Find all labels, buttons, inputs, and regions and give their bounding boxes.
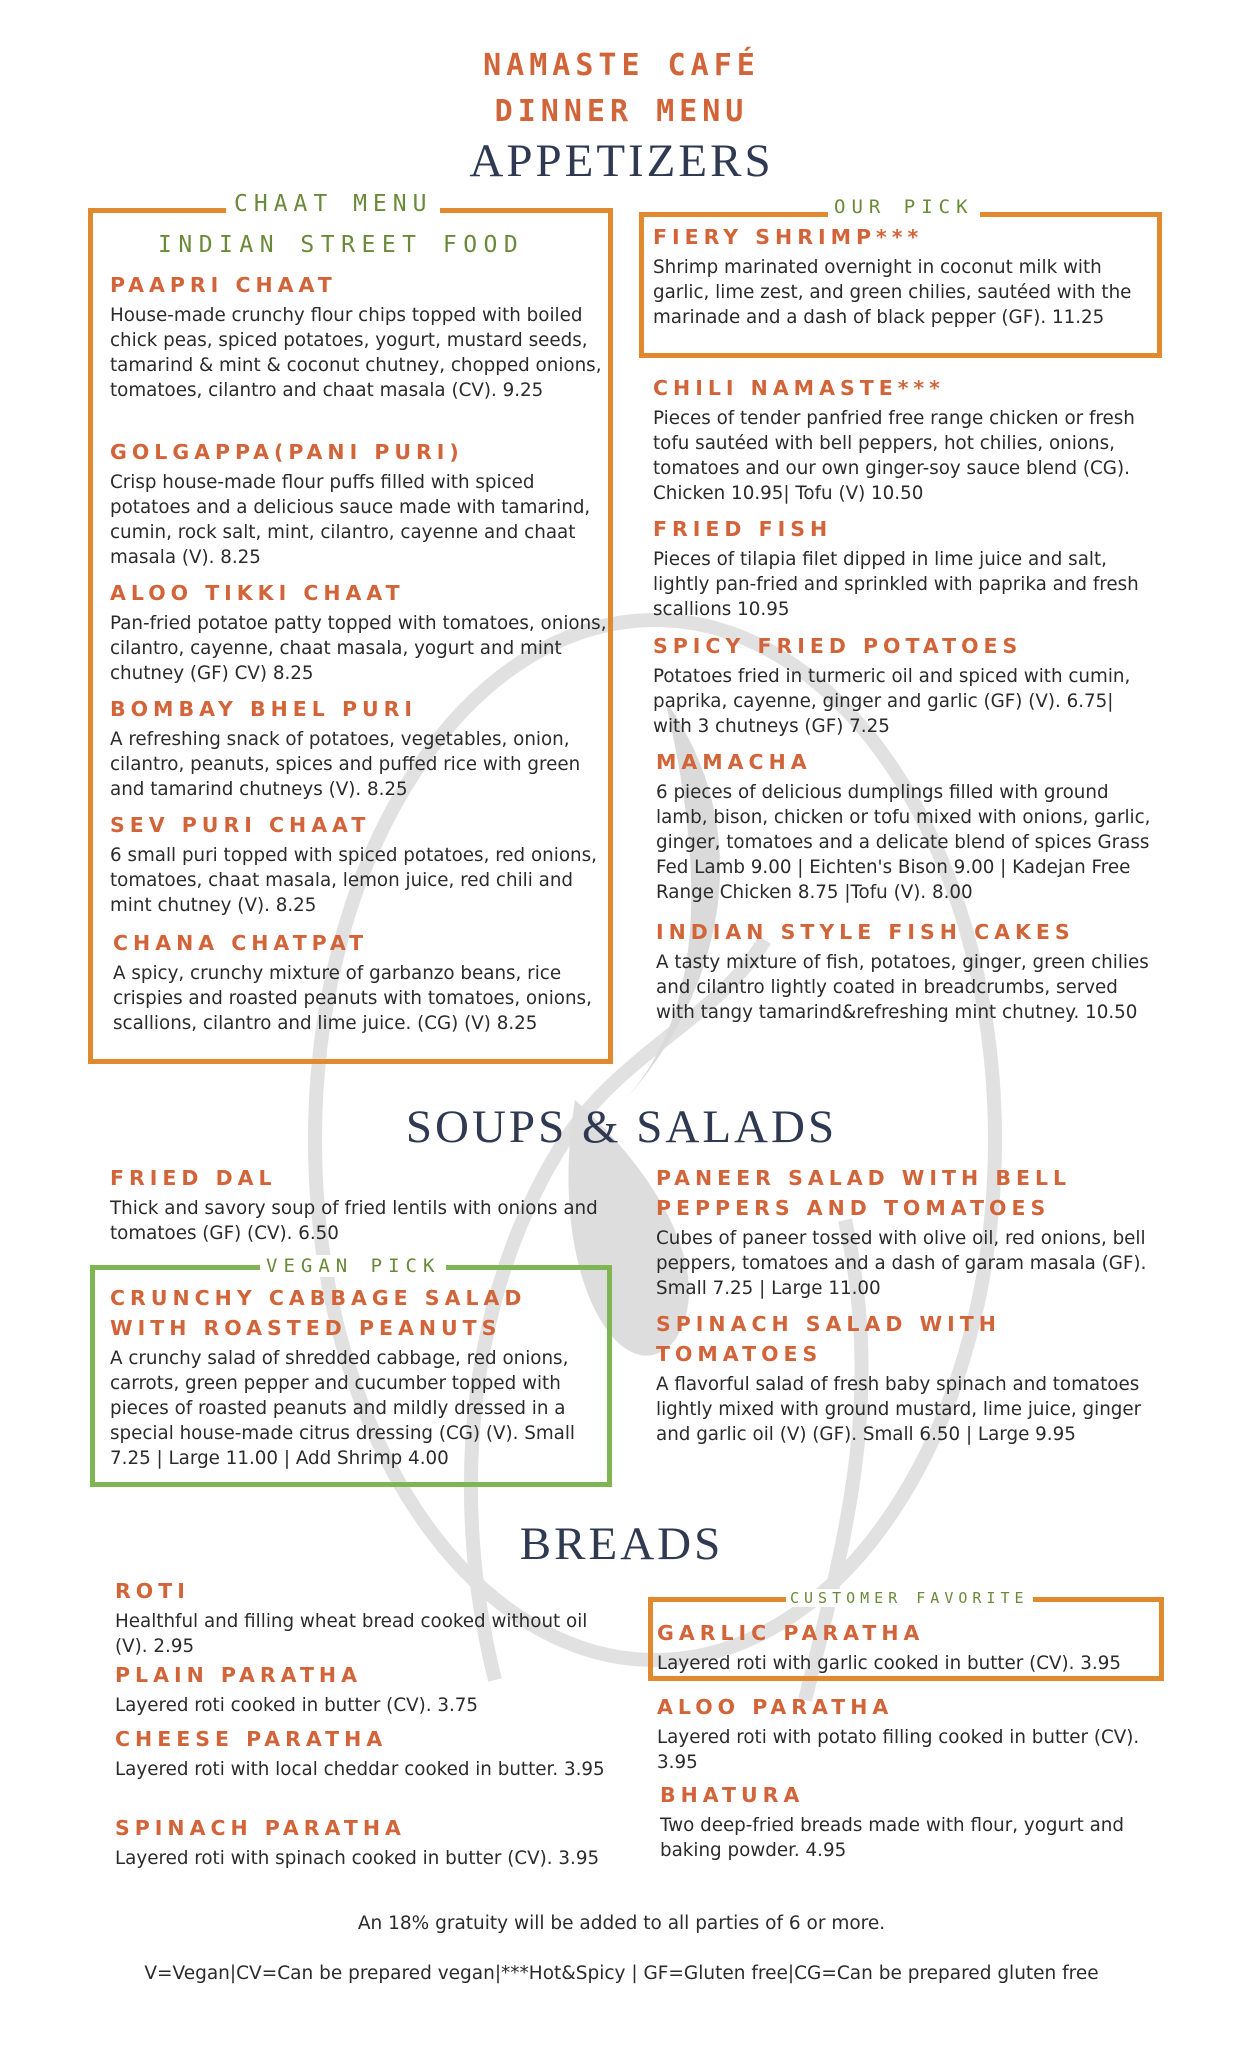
menu-item-golgappa (110, 437, 608, 570)
item-desc: Pieces of tilapia filet dipped in lime juice and salt, lightly pan-fried and sprinkled with paprika and fresh scallions 10.95 (653, 549, 1139, 620)
menu-item-paapri-chaat (110, 270, 608, 403)
vegan-pick-label: VEGAN PICK (260, 1255, 446, 1277)
item-desc: A refreshing snack of potatoes, vegetables, onion, cilantro, peanuts, spices and puffed rice with green and tamarind chutneys (V). 8.25 (110, 729, 581, 800)
item-desc: Pieces of tender panfried free range chicken or fresh tofu sautéed with bell peppers, hot chilies, onions, tomatoes and our own ginger-soy sauce blend (CG). Chicken 10.95| Tofu (V) 10.50 (653, 408, 1135, 504)
item-desc: House-made crunchy flour chips topped with boiled chick peas, spiced potatoes, yogurt, mustard seeds, tamarind & mint & coconut chutney, chopped onions, tomatoes, cilantro and chaat masala (CV). 9.25 (110, 305, 602, 401)
item-desc: Layered roti with potato filling cooked in butter (CV). 3.95 (657, 1727, 1140, 1773)
menu-item-aloo-tikki-chaat (110, 578, 608, 686)
item-title: BHATURA (660, 1783, 805, 1807)
item-desc: Layered roti with spinach cooked in butter (CV). 3.95 (115, 1848, 600, 1869)
item-title: MAMACHA (656, 750, 812, 774)
menu-name: DINNER MENU (494, 94, 749, 129)
menu-item-chana-chatpat (113, 928, 603, 1036)
menu-item-indian-style-fish-cakes (656, 917, 1156, 1025)
item-title: SEV PURI CHAAT (110, 813, 371, 837)
item-desc: A crunchy salad of shredded cabbage, red onions, carrots, green pepper and cucumber topped with pieces of roasted peanuts and mildly dressed in a special house-made citrus dressing (CG) (V). Small 7.25 | Large 11.00 | Add Shrimp 4.00 (110, 1348, 576, 1469)
menu-item-cheese-paratha (115, 1724, 605, 1782)
item-title: PAAPRI CHAAT (110, 273, 337, 297)
menu-item-spinach-salad (656, 1309, 1156, 1447)
item-title: INDIAN STYLE FISH CAKES (656, 920, 1075, 944)
item-title: SPICY FRIED POTATOES (653, 634, 1023, 658)
item-desc: Shrimp marinated overnight in coconut milk with garlic, lime zest, and green chilies, sautéed with the marinade and a dash of black pepper (GF). 11.25 (653, 257, 1132, 328)
menu-item-spicy-fried-potatoes (653, 631, 1153, 739)
item-title: FIERY SHRIMP*** (653, 225, 924, 249)
our-pick-label: OUR PICK (828, 196, 980, 218)
dietary-legend: V=Vegan|CV=Can be prepared vegan|***Hot&Spicy | GF=Gluten free|CG=Can be prepared gluten free (144, 1963, 1099, 1984)
item-desc: 6 small puri topped with spiced potatoes, red onions, tomatoes, chaat masala, lemon juice, red chili and mint chutney (V). 8.25 (110, 845, 597, 916)
item-desc: Layered roti with local cheddar cooked in butter. 3.95 (115, 1759, 605, 1780)
item-desc: A tasty mixture of fish, potatoes, ginger, green chilies and cilantro lightly coated in breadcrumbs, served with tangy tamarind&refreshing mint chutney. 10.50 (656, 952, 1149, 1023)
item-title: ALOO PARATHA (657, 1695, 894, 1719)
item-title: SPINACH SALAD WITH TOMATOES (656, 1312, 1001, 1366)
menu-item-plain-paratha (115, 1660, 605, 1718)
menu-item-fried-fish (653, 514, 1153, 622)
cafe-name: NAMASTE CAFÉ (483, 48, 760, 83)
gratuity-note: An 18% gratuity will be added to all parties of 6 or more. (357, 1913, 886, 1934)
menu-item-chili-namaste (653, 373, 1153, 506)
menu-item-roti (115, 1576, 605, 1659)
item-title: CHEESE PARATHA (115, 1727, 388, 1751)
menu-item-bombay-bhel-puri (110, 694, 608, 802)
item-title: CHANA CHATPAT (113, 931, 369, 955)
soups-salads-heading: SOUPS & SALADS (405, 1101, 838, 1153)
item-title: ALOO TIKKI CHAAT (110, 581, 405, 605)
menu-item-garlic-paratha (657, 1618, 1157, 1676)
chaat-menu-subtitle: INDIAN STREET FOOD (158, 232, 525, 258)
menu-item-aloo-paratha (657, 1692, 1157, 1775)
item-title: GOLGAPPA(PANI PURI) (110, 440, 464, 464)
item-desc: Two deep-fried breads made with flour, yogurt and baking powder. 4.95 (660, 1815, 1124, 1861)
menu-item-sev-puri-chaat (110, 810, 608, 918)
item-desc: Pan-fried potatoe patty topped with tomatoes, onions, cilantro, cayenne, chaat masala, yogurt and mint chutney (GF) CV) 8.25 (110, 613, 607, 684)
item-title: BOMBAY BHEL PURI (110, 697, 418, 721)
item-title: CHILI NAMASTE*** (653, 376, 945, 400)
chaat-menu-label: CHAAT MENU (226, 191, 440, 217)
item-title: ROTI (115, 1579, 190, 1603)
menu-item-paneer-salad (656, 1163, 1156, 1301)
breads-heading: BREADS (519, 1518, 724, 1570)
appetizers-heading: APPETIZERS (469, 135, 774, 187)
item-desc: Healthful and filling wheat bread cooked without oil (V). 2.95 (115, 1611, 588, 1657)
item-title: GARLIC PARATHA (657, 1621, 925, 1645)
customer-favorite-label: CUSTOMER FAVORITE (786, 1589, 1033, 1607)
item-desc: A flavorful salad of fresh baby spinach and tomatoes lightly mixed with ground mustard, lime juice, ginger and garlic oil (V) (GF). Small 6.50 | Large 9.95 (656, 1374, 1142, 1445)
item-desc: Crisp house-made flour puffs filled with spiced potatoes and a delicious sauce made with tamarind, cumin, rock salt, mint, cilantro, cayenne and chaat masala (V). 8.25 (110, 472, 591, 568)
menu-item-mamacha (656, 747, 1156, 905)
menu-item-fiery-shrimp (653, 222, 1153, 330)
item-title: PLAIN PARATHA (115, 1663, 362, 1687)
item-desc: 6 pieces of delicious dumplings filled with ground lamb, bison, chicken or tofu mixed with onions, garlic, ginger, tomatoes and a delicate blend of spices Grass Fed Lamb 9.00 | Eichten's Bison 9.00 | Kadejan Free Range Chicken 8.75 |Tofu (V). 8.00 (656, 782, 1151, 903)
item-desc: Layered roti cooked in butter (CV). 3.75 (115, 1695, 479, 1716)
item-title: FRIED DAL (110, 1166, 277, 1190)
item-desc: Thick and savory soup of fried lentils with onions and tomatoes (GF) (CV). 6.50 (110, 1198, 598, 1244)
item-title: PANEER SALAD WITH BELL PEPPERS AND TOMATOES (656, 1166, 1072, 1220)
item-title: FRIED FISH (653, 517, 833, 541)
item-title: SPINACH PARATHA (115, 1816, 406, 1840)
item-desc: Cubes of paneer tossed with olive oil, red onions, bell peppers, tomatoes and a dash of garam masala (GF). Small 7.25 | Large 11.00 (656, 1228, 1147, 1299)
menu-item-fried-dal (110, 1163, 610, 1246)
menu-item-bhatura (660, 1780, 1160, 1863)
item-desc: A spicy, crunchy mixture of garbanzo beans, rice crispies and roasted peanuts with tomatoes, onions, scallions, cilantro and lime juice. (CG) (V) 8.25 (113, 963, 592, 1034)
item-title: CRUNCHY CABBAGE SALAD WITH ROASTED PEANUTS (110, 1286, 527, 1340)
menu-item-crunchy-cabbage-salad (110, 1283, 607, 1471)
item-desc: Layered roti with garlic cooked in butter (CV). 3.95 (657, 1653, 1121, 1674)
menu-item-spinach-paratha (115, 1813, 615, 1871)
item-desc: Potatoes fried in turmeric oil and spiced with cumin, paprika, cayenne, ginger and garlic (GF) (V). 6.75| with 3 chutneys (GF) 7.25 (653, 666, 1131, 737)
